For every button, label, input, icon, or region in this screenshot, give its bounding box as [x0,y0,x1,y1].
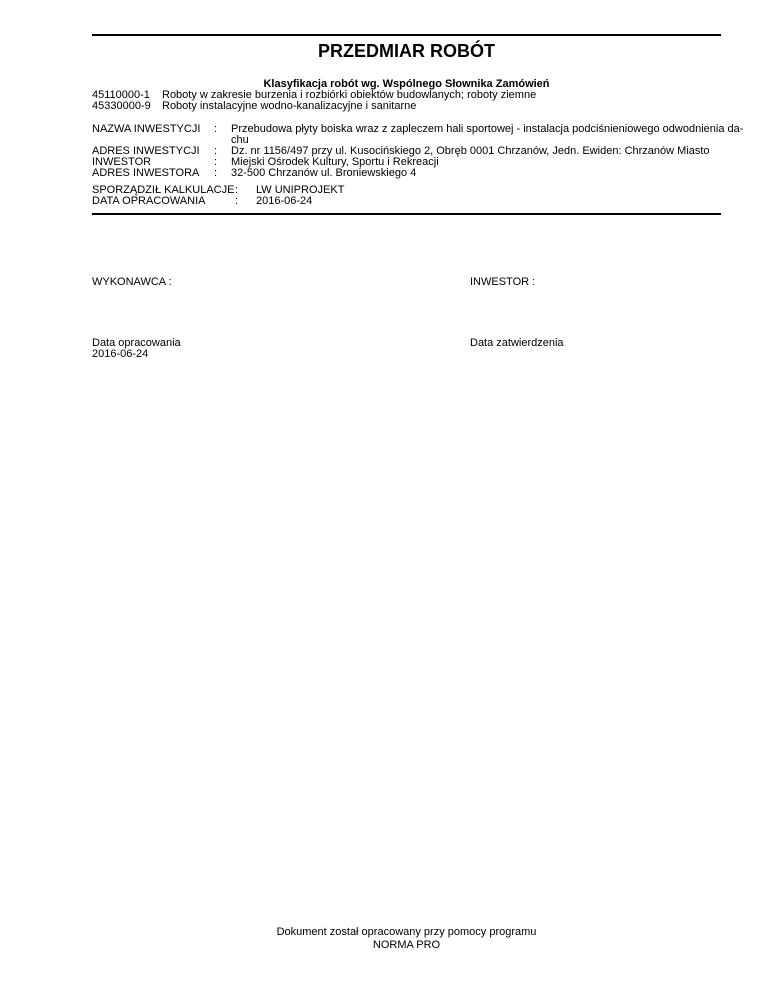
adres-inwestycji-label: ADRES INWESTYCJI [92,145,200,157]
sporzadzil-colon: : [235,184,239,196]
footer-line-1: Dokument został opracowany przy pomocy programu [276,926,537,938]
nazwa-inwestycji-colon: : [214,123,218,135]
cpv-desc-2: Roboty instalacyjne wodno-kanalizacyjne i sanitarne [162,100,417,112]
data-opracowania-label: DATA OPRACOWANIA [92,195,206,207]
sporzadzil-label: SPORZĄDZIŁ KALKULACJE [92,184,235,196]
inwestor-signature-label: INWESTOR : [470,276,536,288]
data-opracowania-sig-value: 2016-06-24 [92,348,149,360]
data-zatwierdzenia-label: Data zatwierdzenia [470,337,564,349]
cpv-code-1: 45110000-1 [92,89,150,101]
data-opracowania-colon: : [235,195,239,207]
inwestor-colon: : [214,156,218,168]
cpv-code-2: 45330000-9 [92,100,151,112]
sporzadzil-value: LW UNIPROJEKT [256,184,345,196]
adres-inwestora-colon: : [214,167,218,179]
adres-inwestycji-value: Dz. nr 1156/497 przy ul. Kusocińskiego 2, Obręb 0001 Chrzanów, Jedn. Ewiden: Chrzanów Miasto [231,145,710,157]
top-rule [92,34,721,36]
footer-line-2: NORMA PRO [372,939,441,952]
cpv-heading: Klasyfikacja robót wg. Wspólnego Słownika Zamówień [263,78,550,90]
nazwa-inwestycji-value-line2: chu [231,134,249,146]
data-opracowania-sig-label: Data opracowania [92,337,181,349]
cpv-desc-1: Roboty w zakresie burzenia i rozbiórki obiektów budowlanych; roboty ziemne [162,89,537,101]
inwestor-label: INWESTOR [92,156,152,168]
footer [92,926,721,952]
inwestor-value: Miejski Ośrodek Kultury, Sportu i Rekreacji [231,156,439,168]
adres-inwestora-label: ADRES INWESTORA [92,167,200,179]
wykonawca-label: WYKONAWCA : [92,276,172,288]
document-title: PRZEDMIAR ROBÓT [318,41,495,61]
nazwa-inwestycji-value-line1: Przebudowa płyty boiska wraz z zapleczem hali sportowej - instalacja podciśnieniowego odwodnienia da- [231,123,744,135]
adres-inwestycji-colon: : [214,145,218,157]
section-rule [92,213,721,215]
nazwa-inwestycji-label: NAZWA INWESTYCJI [92,123,201,135]
data-opracowania-value: 2016-06-24 [256,195,313,207]
adres-inwestora-value: 32-500 Chrzanów ul. Broniewskiego 4 [231,167,417,179]
